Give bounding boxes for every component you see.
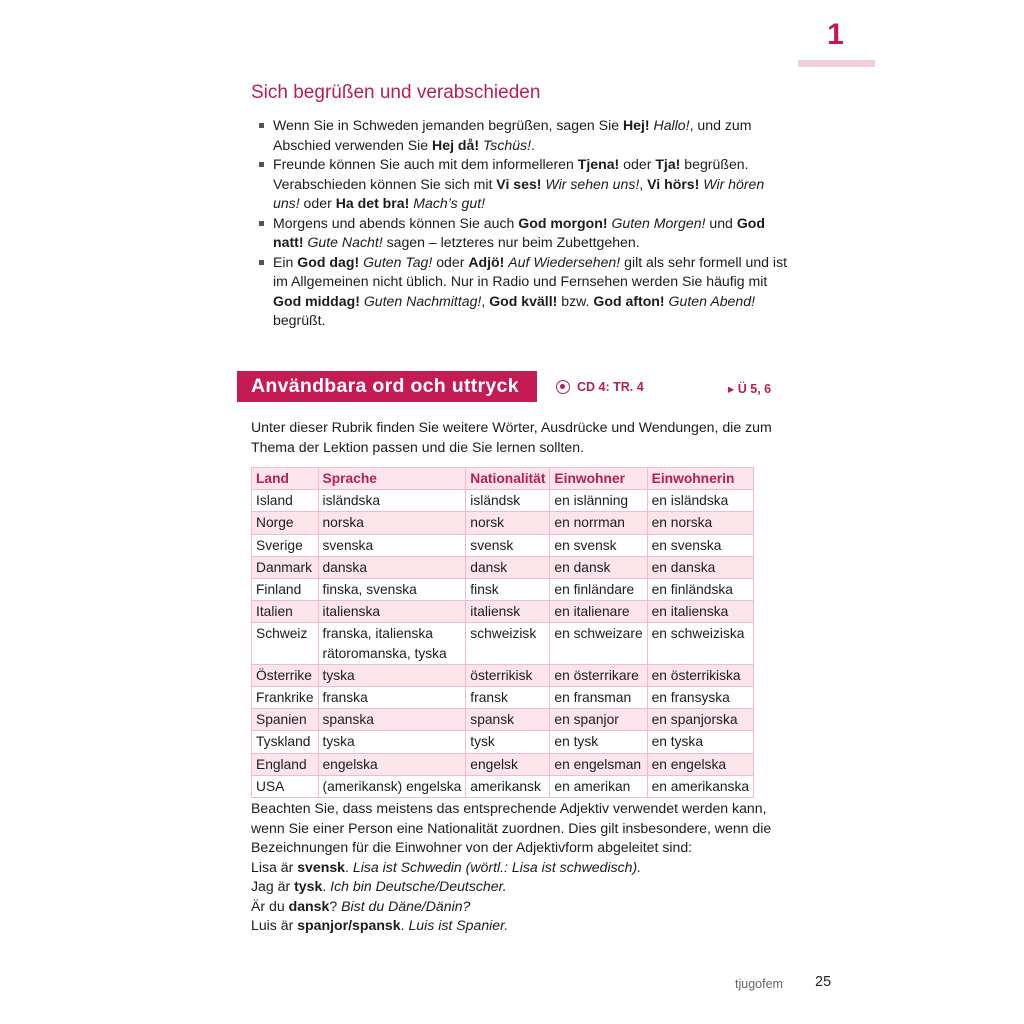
table-row xyxy=(252,623,754,664)
table-row xyxy=(252,664,754,686)
table-cell: en spanjorska xyxy=(647,709,753,731)
table-cell: en spanjor xyxy=(550,709,647,731)
bold-phrase: God morgon! xyxy=(518,214,608,231)
table-cell: Sverige xyxy=(252,534,319,556)
example-line xyxy=(251,877,791,897)
table-cell: spanska xyxy=(318,709,466,731)
table-cell: en österrikare xyxy=(550,664,647,686)
table-cell: en amerikanska xyxy=(647,775,753,797)
text-run: oder xyxy=(619,156,656,172)
bold-phrase: tysk xyxy=(294,878,323,894)
italic-translation: Luis ist Spanier. xyxy=(408,917,509,933)
table-cell: Spanien xyxy=(252,709,319,731)
italic-translation: Wir hören uns! xyxy=(273,175,765,211)
italic-translation: Mach’s gut! xyxy=(413,195,486,211)
table-row xyxy=(252,709,754,731)
text-run: oder xyxy=(432,253,469,270)
table-cell: Frankrike xyxy=(252,687,319,709)
italic-translation: Lisa ist Schwedin (wörtl.: Lisa ist schwedisch). xyxy=(352,858,642,875)
text-run: Freunde können Sie auch mit dem informelleren xyxy=(273,156,578,172)
bold-phrase: God kväll! xyxy=(489,292,558,309)
table-cell: en svensk xyxy=(550,534,647,556)
text-run: , xyxy=(481,292,490,309)
text-run: gilt als sehr formell und ist im Allgemeinen nicht üblich. Nur in Radio und Fernsehen werden Sie häufig mit xyxy=(273,253,788,289)
chapter-bar xyxy=(798,60,875,67)
text-run: sagen – letzteres nur beim Zubettgehen. xyxy=(382,234,640,250)
cd-reference-label: CD 4: TR. 4 xyxy=(577,380,644,394)
chapter-number: 1 xyxy=(827,18,845,51)
text-run: Jag är xyxy=(251,878,295,894)
table-cell: en fransman xyxy=(550,687,647,709)
table-cell: Italien xyxy=(252,601,319,623)
table-row xyxy=(252,775,754,797)
table-cell: norsk xyxy=(466,512,550,534)
bullet-square-icon xyxy=(259,221,264,226)
italic-translation: Hallo! xyxy=(653,117,690,133)
text-run: . xyxy=(531,136,535,153)
table-cell: dansk xyxy=(466,556,550,578)
cd-icon xyxy=(556,380,570,394)
nationality-table xyxy=(251,467,754,798)
italic-translation: Guten Morgen! xyxy=(611,214,706,231)
text-run: , und zum Abschied verwenden Sie xyxy=(273,117,752,153)
italic-translation: Wir sehen uns! xyxy=(545,175,640,192)
table-cell: en dansk xyxy=(550,556,647,578)
table-cell: en engelska xyxy=(647,753,753,775)
text-run: Luis är xyxy=(251,917,298,933)
table-cell: norska xyxy=(318,512,466,534)
table-cell: engelska xyxy=(318,753,466,775)
page-number: 25 xyxy=(815,974,832,990)
table-cell: en tysk xyxy=(550,731,647,753)
text-run: und xyxy=(705,214,737,231)
table-cell: franska, italienska rätoromanska, tyska xyxy=(318,623,466,664)
italic-translation: Guten Tag! xyxy=(363,253,433,270)
example-line xyxy=(251,897,791,917)
text-run: . xyxy=(400,917,409,933)
bold-phrase: Vi ses! xyxy=(496,175,542,192)
bold-phrase: spanjor/spansk xyxy=(297,917,401,933)
bold-phrase: Tja! xyxy=(655,156,681,172)
text-run: begrüßt. xyxy=(273,312,326,328)
text-run: . xyxy=(345,858,353,875)
notes-block xyxy=(251,799,791,936)
text-run: Är du xyxy=(251,897,289,914)
table-header-cell: Sprache xyxy=(318,468,466,490)
bold-phrase: God afton! xyxy=(593,292,665,309)
table-header-row xyxy=(252,468,754,490)
table-cell: en amerikan xyxy=(550,775,647,797)
table-cell: en finländska xyxy=(647,579,753,601)
table-cell: österrikisk xyxy=(466,664,550,686)
bold-phrase: dansk xyxy=(288,897,330,914)
table-cell: en schweiziska xyxy=(647,623,753,664)
example-line xyxy=(251,858,791,878)
table-cell: engelsk xyxy=(466,753,550,775)
italic-translation: Gute Nacht! xyxy=(307,234,383,250)
bullet-list xyxy=(258,116,788,331)
banner-title: Användbara ord och uttryck xyxy=(237,371,537,402)
bold-phrase: Ha det bra! xyxy=(335,195,410,211)
examples-list xyxy=(251,858,791,936)
table-cell: Österrike xyxy=(252,664,319,686)
exercise-reference: ▸ Ü 5, 6 xyxy=(728,382,772,396)
table-cell: Danmark xyxy=(252,556,319,578)
table-cell: USA xyxy=(252,775,319,797)
table-cell: en svenska xyxy=(647,534,753,556)
table-cell: en danska xyxy=(647,556,753,578)
table-cell: tysk xyxy=(466,731,550,753)
table-cell: en schweizare xyxy=(550,623,647,664)
bold-phrase: Adjö! xyxy=(468,253,505,270)
bold-phrase: Hej då! xyxy=(432,136,480,153)
intro-text: Unter dieser Rubrik finden Sie weitere Wörter, Ausdrücke und Wendungen, die zum Thema der Lektion passen und die Sie lernen sollten. xyxy=(251,419,772,455)
bold-phrase: God middag! xyxy=(273,292,360,309)
text-run: ? xyxy=(329,897,342,914)
cd-reference xyxy=(556,380,644,394)
table-cell: en norska xyxy=(647,512,753,534)
table-cell: en finländare xyxy=(550,579,647,601)
table-row xyxy=(252,687,754,709)
table-cell: England xyxy=(252,753,319,775)
bold-phrase: svensk xyxy=(297,858,346,875)
table-row xyxy=(252,601,754,623)
bullet-item xyxy=(258,155,788,214)
table-cell: en engelsman xyxy=(550,753,647,775)
text-run: oder xyxy=(299,195,336,211)
table-row xyxy=(252,490,754,512)
table-cell: Finland xyxy=(252,579,319,601)
table-cell: (amerikansk) engelska xyxy=(318,775,466,797)
table-cell: en italienska xyxy=(647,601,753,623)
italic-translation: Ich bin Deutsche/Deutscher. xyxy=(330,878,507,894)
table-row xyxy=(252,534,754,556)
table-cell: en tyska xyxy=(647,731,753,753)
bold-phrase: Vi hörs! xyxy=(647,175,700,192)
table-row xyxy=(252,579,754,601)
table-cell: schweizisk xyxy=(466,623,550,664)
table-header-cell: Einwohnerin xyxy=(647,468,753,490)
table-cell: italienska xyxy=(318,601,466,623)
text-run: , xyxy=(639,175,648,192)
text-run: Morgens und abends können Sie auch xyxy=(273,214,519,231)
table-row xyxy=(252,731,754,753)
table-cell: svensk xyxy=(466,534,550,556)
section-heading: Sich begrüßen und verabschieden xyxy=(251,82,541,103)
table-cell: tyska xyxy=(318,731,466,753)
table-cell: tyska xyxy=(318,664,466,686)
table-header-cell: Einwohner xyxy=(550,468,647,490)
table-row xyxy=(252,753,754,775)
bold-phrase: Tjena! xyxy=(577,156,620,172)
notes-paragraph: Beachten Sie, dass meistens das entsprechende Adjektiv verwendet werden kann, wenn Sie einer Person eine Nationalität zuordnen. Dies gilt insbesondere, wenn die Bezeichnungen für die Einwohner von der Adjektivform abgeleitet sind: xyxy=(251,800,772,855)
table-row xyxy=(252,512,754,534)
italic-translation: Tschüs! xyxy=(482,136,532,153)
table-cell: Island xyxy=(252,490,319,512)
bullet-item xyxy=(258,253,788,331)
table-cell: en fransyska xyxy=(647,687,753,709)
table-cell: en norrman xyxy=(550,512,647,534)
text-run: . xyxy=(322,878,331,894)
bullet-square-icon xyxy=(259,162,264,167)
table-cell: Schweiz xyxy=(252,623,319,664)
table-cell: danska xyxy=(318,556,466,578)
bullet-item xyxy=(258,214,788,253)
bullet-item xyxy=(258,116,788,155)
table-cell: Norge xyxy=(252,512,319,534)
table-cell: isländsk xyxy=(466,490,550,512)
bullet-square-icon xyxy=(259,123,264,128)
table-cell: en isländska xyxy=(647,490,753,512)
table-cell: en italienare xyxy=(550,601,647,623)
table-cell: fransk xyxy=(466,687,550,709)
text-run: Ein xyxy=(273,253,298,270)
table-cell: svenska xyxy=(318,534,466,556)
bold-phrase: God dag! xyxy=(297,253,360,270)
bullet-square-icon xyxy=(259,260,264,265)
table-cell: finsk xyxy=(466,579,550,601)
table-cell: finska, svenska xyxy=(318,579,466,601)
italic-translation: Auf Wiedersehen! xyxy=(508,253,621,270)
text-run: begrüßen. Verabschieden können Sie sich mit xyxy=(273,156,749,192)
italic-translation: Guten Nachmittag! xyxy=(363,292,482,309)
table-cell: franska xyxy=(318,687,466,709)
italic-translation: Bist du Däne/Dänin? xyxy=(341,897,471,914)
italic-translation: Guten Abend! xyxy=(668,292,755,309)
table-cell: spansk xyxy=(466,709,550,731)
table-header-cell: Land xyxy=(252,468,319,490)
table-cell: en österrikiska xyxy=(647,664,753,686)
table-cell: en islänning xyxy=(550,490,647,512)
example-line xyxy=(251,916,791,936)
page-word: tjugofem xyxy=(735,977,783,991)
bold-phrase: God natt! xyxy=(273,214,765,250)
table-cell: italiensk xyxy=(466,601,550,623)
text-run: bzw. xyxy=(557,292,594,309)
table-row xyxy=(252,556,754,578)
text-run: Lisa är xyxy=(251,858,298,875)
table-cell: isländska xyxy=(318,490,466,512)
text-run: Wenn Sie in Schweden jemanden begrüßen, sagen Sie xyxy=(273,117,623,133)
table-cell: amerikansk xyxy=(466,775,550,797)
table-cell: Tyskland xyxy=(252,731,319,753)
table-header-cell: Nationalität xyxy=(466,468,550,490)
bold-phrase: Hej! xyxy=(622,117,650,133)
